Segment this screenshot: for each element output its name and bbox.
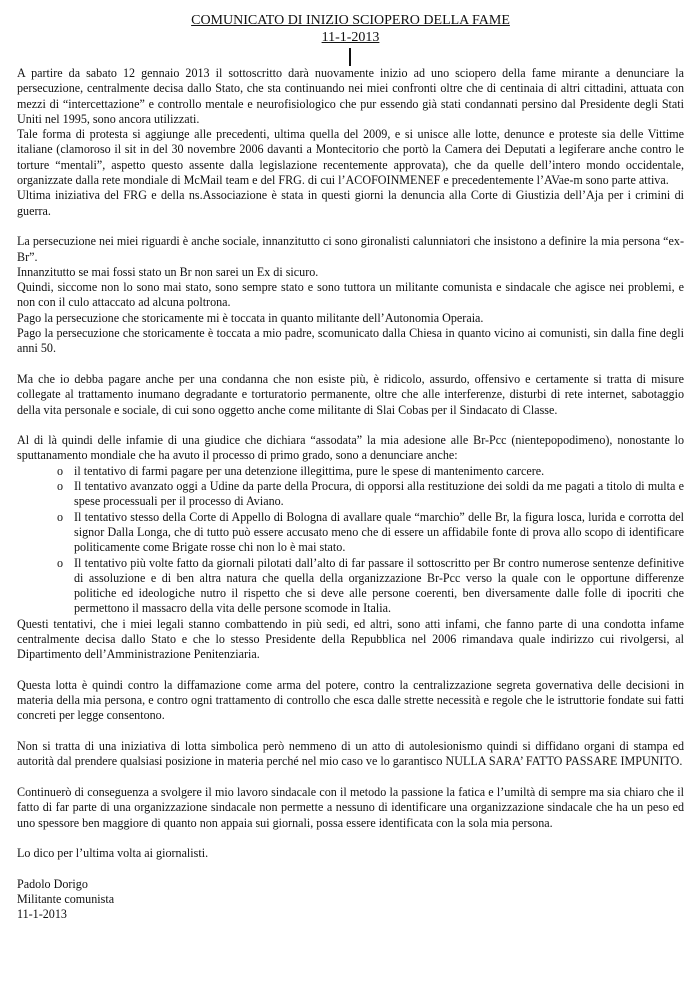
paragraph-union-work: Continuerò di conseguenza a svolgere il mio lavoro sindacale con il metodo la passione la fatica e l’umiltà di sempre ma sia chiaro che il fatto di far parte di una organizzazione sindacale non permette a nessuno di identificare una organizzazione sindacale che ha un peso ed uno spessore ben maggiore di quanto non appaia sui giornali, possa essere identificata con la sola mia persona.: [17, 784, 684, 830]
list-item-text: Il tentativo stesso della Corte di Appello di Bologna di avallare quale “marchio” delle Br, la figura losca, lurida e corrotta del signor Dalla Longa, che di tutto può essere accusato meno che di essere un affidabile fonte di prova allo scopo di identificare politicamente come Brigate rosse chi non lo è mai stato.: [74, 509, 684, 555]
bullet-marker: o: [57, 509, 64, 524]
paragraph-intro: A partire da sabato 12 gennaio 2013 il sottoscritto darà nuovamente inizio ad uno sciopero della fame mirante a denunciare la persecuzione, centralmente decisa dallo Stato, che sta continuando nei miei confronti oltre che di centinaia di altri cittadini, attuata con mezzi di “intercettazione” e controllo mentale e neurofisiologico che pur essendo già stati condannati persino dal Presidente degli Stati Uniti nel 1995, sono ancora utilizzati.: [17, 66, 684, 126]
paragraph-protest-form: Tale forma di protesta si aggiunge alle precedenti, ultima quella del 2009, e si unisce alle lotte, denunce e proteste sia delle Vittime italiane (clamoroso il sit in del 30 novembre 2006 davanti a Montecitorio che portò la Camera dei Deputati a legiferare anche contro le torture “mentali”, aspetto questo assente dalla legislazione recentemente approvata), che da quelle dell’intero mondo occidentale, organizzate dalla rete mondiale di McMail team e del FRG. di cui l’ACOFOINMENEF e precedentemente l’AVae-m sono parte attiva.: [17, 127, 684, 188]
paragraph-judge: Al di là quindi delle infamie di una giudice che dichiara “assodata” la mia adesione alle Br-Pcc (nientepopodimeno), nonostante lo sputtanamento mondiale che ha avuto il processo di primo grado, sono a denunciare anche:: [17, 433, 684, 463]
paragraph-gap: [17, 831, 684, 846]
list-item-text: Il tentativo avanzato oggi a Udine da parte della Procura, di opporsi alla restituzione dei soldi da me pagati a titolo di multa e spese processuali per il processo di Aviano.: [74, 479, 684, 509]
paragraph-militant: Quindi, siccome non lo sono mai stato, sono sempre stato e sono tuttora un militante comunista e sindacale che agisce nei problemi, e non con il culo attaccato ad alcuna poltrona.: [17, 280, 684, 310]
paragraph-autonomia: Pago la persecuzione che storicamente mi è toccata in quanto militante dell’Autonomia Operaia.: [17, 310, 484, 325]
paragraph-gap: [17, 418, 684, 433]
list-item: [17, 464, 684, 479]
paragraph-gap: [17, 219, 684, 234]
paragraph-gap: [17, 357, 684, 372]
paragraph-attempts: Questi tentativi, che i miei legali stanno combattendo in più sedi, ed altri, sono atti infami, che fanno parte di una condotta infame centralmente decisa dallo Stato e che lo stesso Presidente della Repubblica nel 2006 rimandava quale indirizzo cui rivolgersi, al Dipartimento dell’Amministrazione Penitenziaria.: [17, 616, 684, 662]
signature-name: Padolo Dorigo: [17, 876, 88, 891]
signature-role: Militante comunista: [17, 892, 115, 907]
paragraph-father: Pago la persecuzione che storicamente è toccata a mio padre, scomunicato dalla Chiesa in quanto vicino ai comunisti, sin dalla fine degli anni 50.: [17, 326, 684, 356]
document-date: 11-1-2013: [321, 30, 380, 45]
denunciation-list: [17, 464, 684, 617]
paragraph-gap: [17, 770, 684, 785]
document-title: COMUNICATO DI INIZIO SCIOPERO DELLA FAME: [191, 13, 510, 28]
signature-block: [17, 877, 684, 923]
paragraph-gap: [17, 663, 684, 678]
list-item-text: Il tentativo più volte fatto da giornali pilotati dall’alto di far passare il sottoscritto per Br contro numerose sentenze definitive di assoluzione e di ben altra natura che quella della organizzazione Br-Pcc verso la quale con le opportune differenze politiche ed ideologiche nutro il rispetto che si deve alle persone coerenti, ben diversamente dalle folle di ipocriti che permettono il massacro della vita delle persone scomode in Italia.: [74, 555, 684, 616]
bullet-marker: o: [57, 555, 64, 570]
paragraph-gap: [17, 861, 684, 876]
paragraph-warning: Non si tratta di una iniziativa di lotta simbolica però nemmeno di un atto di autolesionismo quindi si diffidano organi di stampa ed autorità dal prendere qualsiasi posizione in materia perché nel mio caso ve lo garantisco NULLA SARA’ FATTO PASSARE IMPUNITO.: [17, 739, 684, 769]
paragraph-ex-br: Innanzitutto se mai fossi stato un Br non sarei un Ex di sicuro.: [17, 264, 319, 279]
signature-date: 11-1-2013: [17, 907, 67, 922]
list-item-text: il tentativo di farmi pagare per una detenzione illegittima, pure le spese di mantenimento carcere.: [74, 463, 545, 478]
bullet-marker: o: [57, 463, 64, 478]
paragraph-social-persecution: La persecuzione nei miei riguardi è anche sociale, innanzitutto ci sono gironalisti calunniatori che insistono a definire la mia persona “ex-Br”.: [17, 234, 684, 264]
paragraph-latest-initiative: Ultima iniziativa del FRG e della ns.Associazione è stata in questi giorni la denuncia alla Corte di Giustizia dell’Aja per i crimini di guerra.: [17, 188, 684, 218]
text-cursor: [349, 48, 351, 66]
paragraph-struggle: Questa lotta è quindi contro la diffamazione come arma del potere, contro la centralizzazione segreta governativa delle decisioni in materia della mia persona, e contro ogni trattamento di controllo che esca dalle strette necessità e regole che le istruttorie fondate sui fatti concreti per legge consentono.: [17, 677, 684, 723]
paragraph-condemnation: Ma che io debba pagare anche per una condanna che non esiste più, è ridicolo, assurdo, offensivo e certamente si tratta di misure collegate al trattamento inumano degradante e torturatorio permanente, oltre che alle interferenze, disturbi di rete internet, sabotaggio della vita personale e sociale, di cui sono oggetto anche come militante di Slai Cobas per il Sindacato di Classe.: [17, 371, 684, 417]
list-item: [17, 510, 684, 556]
paragraph-gap: [17, 724, 684, 739]
paragraph-closing: Lo dico per l’ultima volta ai giornalisti.: [17, 846, 209, 861]
list-item: [17, 556, 684, 617]
bullet-marker: o: [57, 479, 64, 494]
list-item: [17, 479, 684, 510]
